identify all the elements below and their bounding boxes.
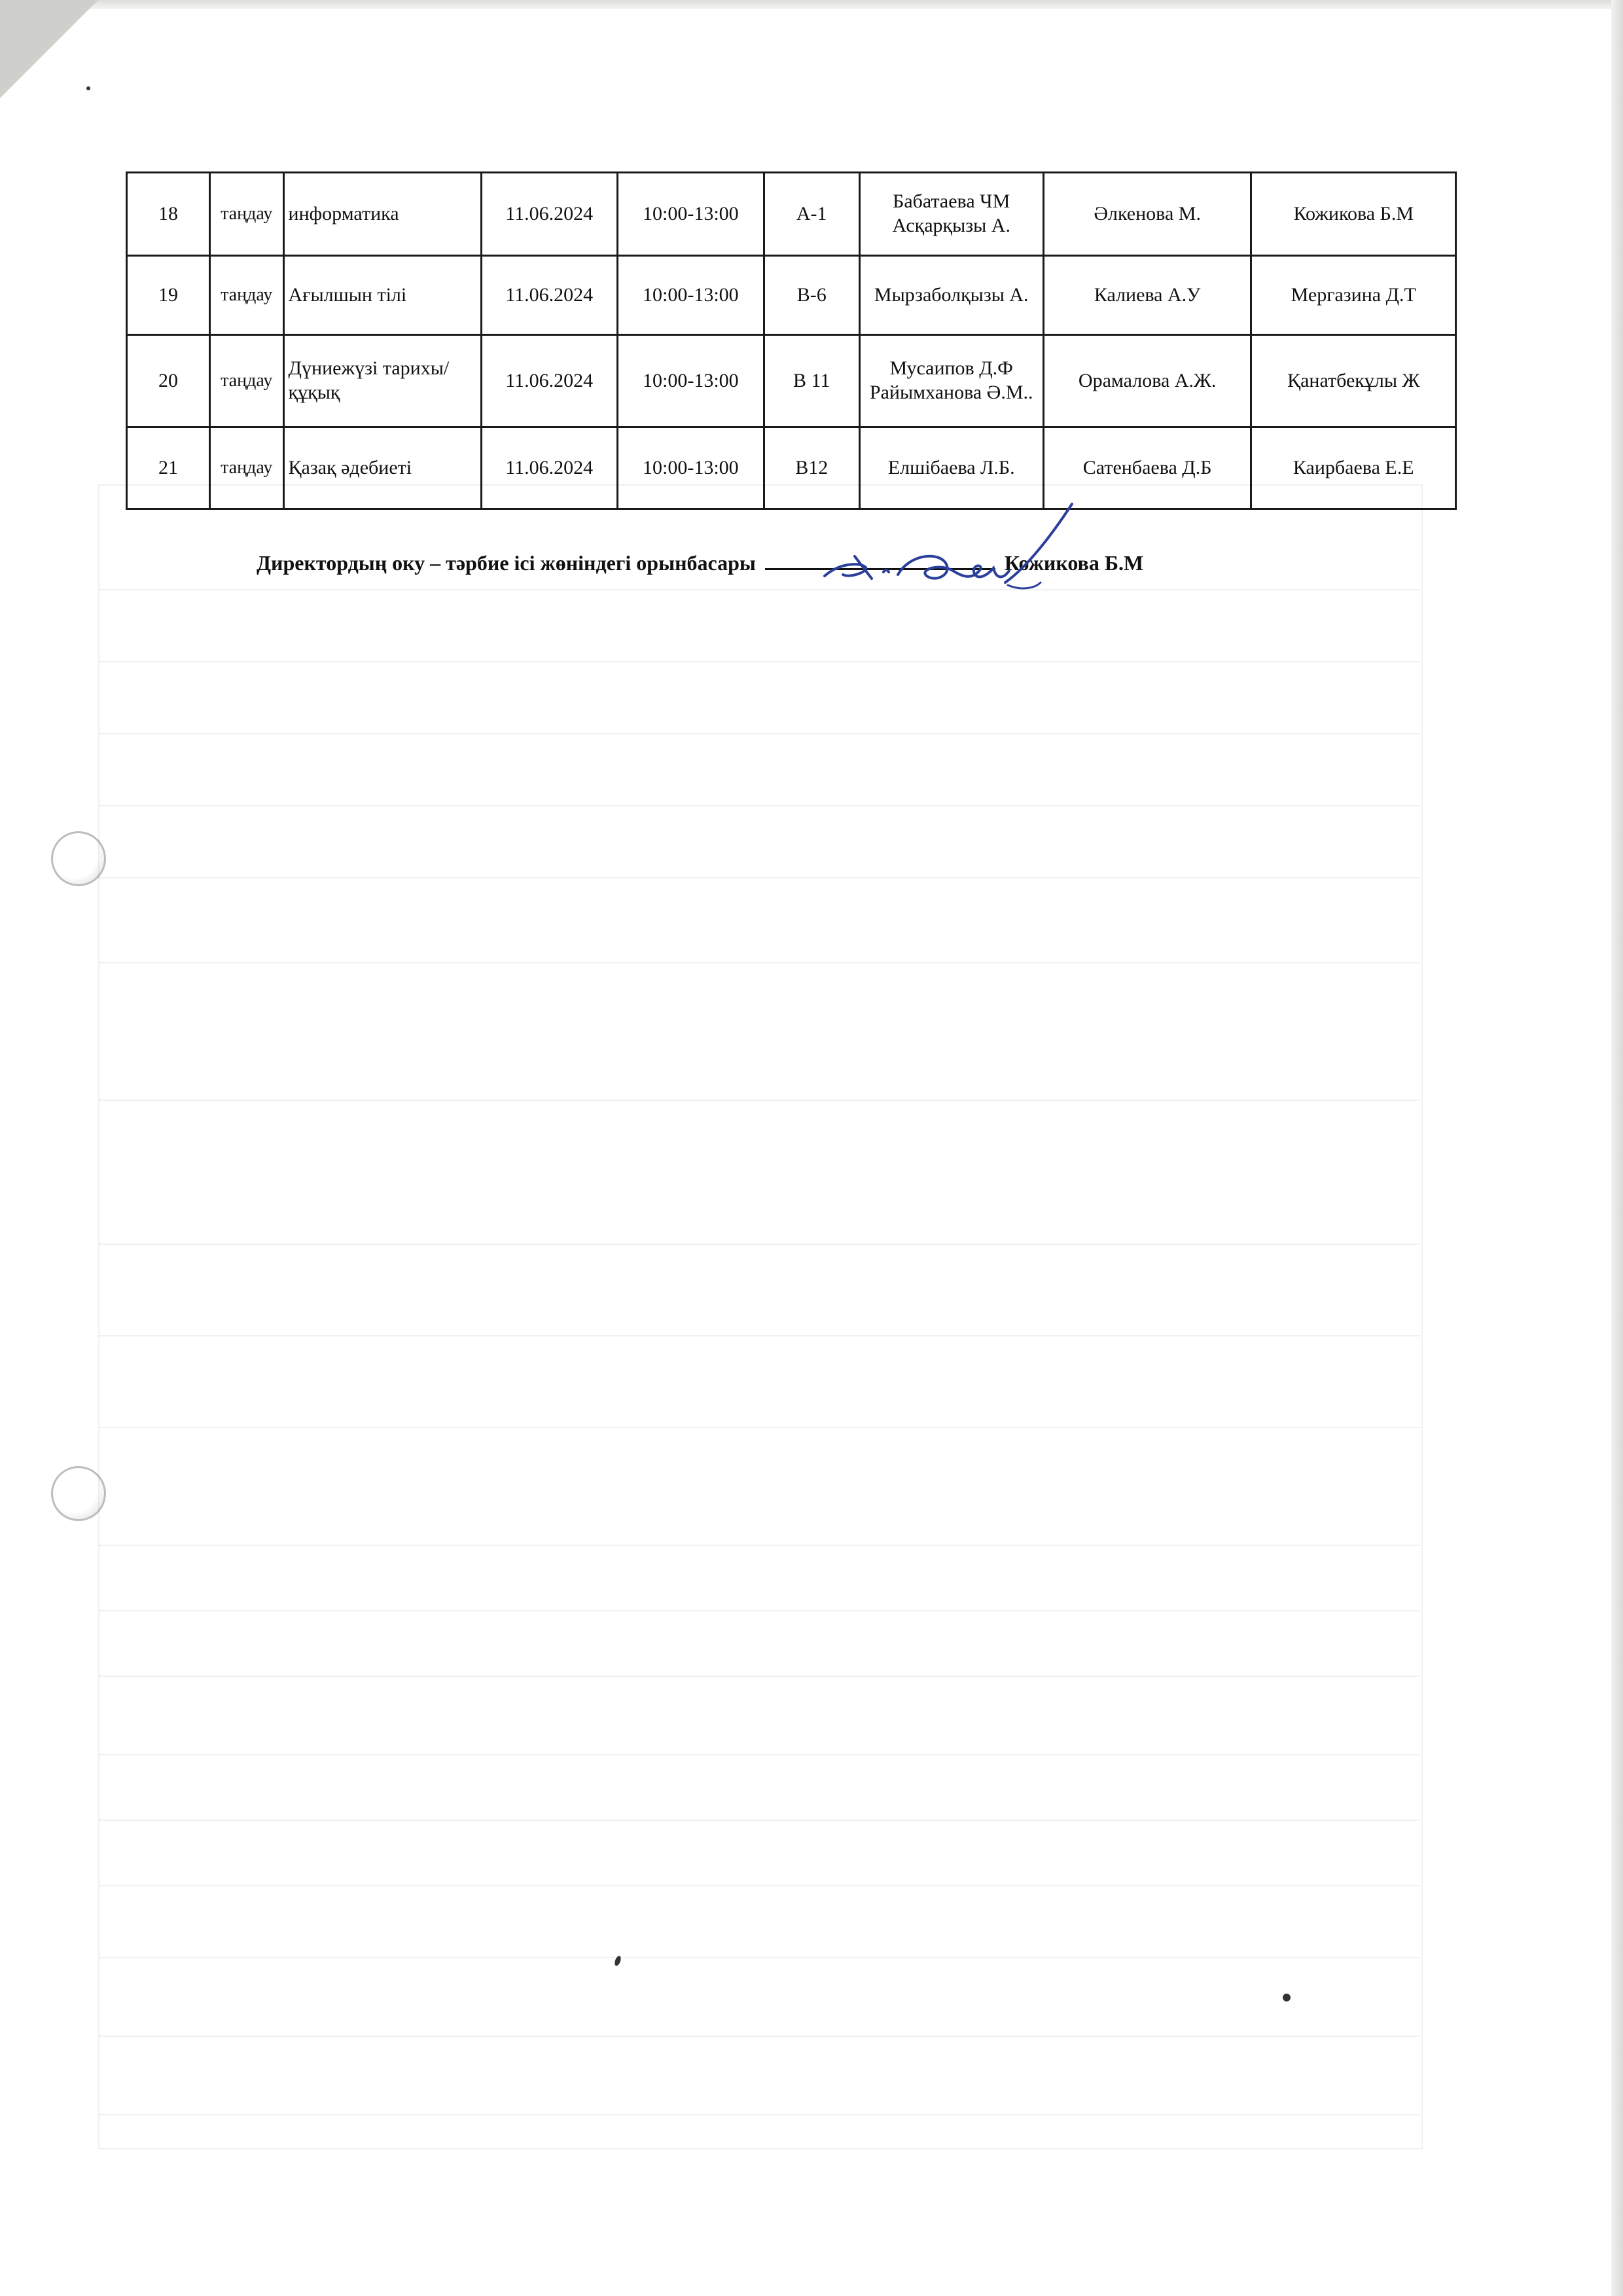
room: В-6 — [764, 256, 859, 335]
exam-type: таңдау — [210, 335, 283, 427]
bleed-through-line — [98, 2036, 1420, 2037]
ink-speck — [86, 86, 90, 90]
bleed-through-line — [98, 733, 1420, 734]
table-row — [127, 256, 1456, 335]
exam-type: таңдау — [210, 427, 283, 509]
bleed-through-line — [98, 1957, 1420, 1958]
scan-right-edge — [1611, 0, 1623, 2296]
bleed-through-line — [98, 2114, 1420, 2115]
bleed-through-line — [98, 962, 1420, 963]
row-number: 21 — [127, 427, 210, 509]
exam-schedule-table — [126, 171, 1457, 510]
scan-top-edge — [0, 0, 1623, 9]
exam-date: 11.06.2024 — [481, 335, 617, 427]
exam-type: таңдау — [210, 173, 283, 256]
bleed-through-line — [98, 1545, 1420, 1546]
bleed-through-line — [98, 1100, 1420, 1101]
assistant: Калиева А.У — [1043, 256, 1251, 335]
signatory-title: Директордың оку – тәрбие ісі жөніндегі орынбасары — [257, 551, 756, 575]
supervisor: Мергазина Д.Т — [1251, 256, 1456, 335]
assistant: Орамалова А.Ж. — [1043, 335, 1251, 427]
exam-time: 10:00-13:00 — [617, 335, 764, 427]
supervisor: Каирбаева Е.Е — [1251, 427, 1456, 509]
exam-date: 11.06.2024 — [481, 427, 617, 509]
subject: Ағылшын тілі — [283, 256, 481, 335]
exam-date: 11.06.2024 — [481, 173, 617, 256]
room: В 11 — [764, 335, 859, 427]
table-row — [127, 173, 1456, 256]
bleed-through-line — [98, 1427, 1420, 1428]
signatory-name: Кожикова Б.М — [1004, 551, 1144, 575]
table-row — [127, 335, 1456, 427]
bleed-through-line — [98, 1610, 1420, 1611]
room: А-1 — [764, 173, 859, 256]
teachers: Мырзаболқызы А. — [859, 256, 1043, 335]
row-number: 18 — [127, 173, 210, 256]
room: В12 — [764, 427, 859, 509]
teachers: Бабатаева ЧМ Асқарқызы А. — [859, 173, 1043, 256]
subject: информатика — [283, 173, 481, 256]
subject: Қазақ әдебиеті — [283, 427, 481, 509]
teachers: Мусаипов Д.Ф Райымханова Ә.М.. — [859, 335, 1043, 427]
folded-corner — [0, 0, 98, 98]
bleed-through-line — [98, 1676, 1420, 1677]
row-number: 19 — [127, 256, 210, 335]
bleed-through-line — [98, 805, 1420, 806]
bleed-through-line — [98, 1754, 1420, 1755]
bleed-through-line — [98, 1335, 1420, 1336]
exam-date: 11.06.2024 — [481, 256, 617, 335]
table-row — [127, 427, 1456, 509]
assistant: Сатенбаева Д.Б — [1043, 427, 1251, 509]
assistant: Әлкенова М. — [1043, 173, 1251, 256]
handwritten-signature — [812, 499, 1086, 597]
row-number: 20 — [127, 335, 210, 427]
bleed-through-line — [98, 1820, 1420, 1821]
exam-type: таңдау — [210, 256, 283, 335]
bleed-through-line — [98, 1885, 1420, 1886]
bleed-through-line — [98, 661, 1420, 662]
subject: Дүниежүзі тарихы/ құқық — [283, 335, 481, 427]
exam-time: 10:00-13:00 — [617, 256, 764, 335]
bleed-through-line — [98, 877, 1420, 878]
bleed-through-line — [98, 589, 1420, 590]
supervisor: Қанатбекұлы Ж — [1251, 335, 1456, 427]
teachers: Елшібаева Л.Б. — [859, 427, 1043, 509]
supervisor: Кожикова Б.М — [1251, 173, 1456, 256]
exam-time: 10:00-13:00 — [617, 427, 764, 509]
ink-speck — [1283, 1994, 1291, 2001]
bleed-through-line — [98, 1244, 1420, 1245]
exam-time: 10:00-13:00 — [617, 173, 764, 256]
